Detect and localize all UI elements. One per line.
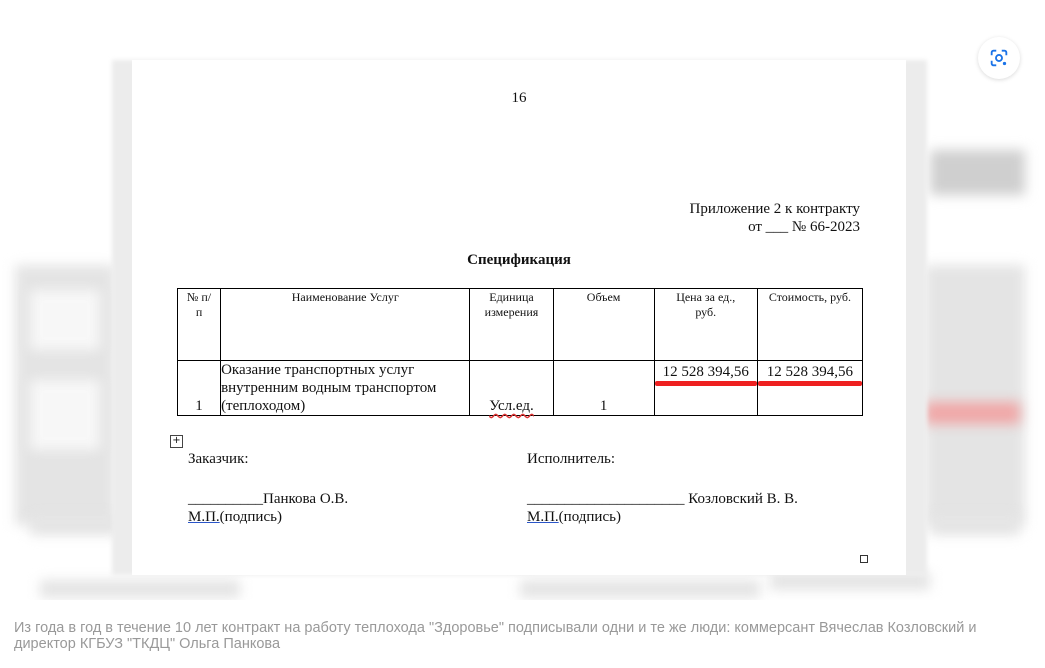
- document-page: [132, 60, 906, 575]
- contractor-signature-line: _____________________ Козловский В. В.: [527, 491, 798, 507]
- cell-number: 1: [178, 361, 221, 416]
- customer-stamp: [188, 508, 348, 526]
- contractor-stamp-sign: (подпись): [558, 509, 621, 525]
- total-cost-value: 12 528 394,56: [766, 364, 854, 380]
- header-unit-price-label: Цена за ед., руб.: [676, 290, 736, 319]
- appendix-header: [690, 200, 860, 236]
- image-caption: Из года в год в течение 10 лет контракт на работу теплохода "Здоровье" подписывали одни и те же люди: коммерсант Вячеслав Козловский и директор КГБУЗ "ТКДЦ" Ольга Панкова: [14, 620, 977, 652]
- header-service-name: Наименование Услуг: [221, 289, 470, 361]
- header-total-cost: Стоимость, руб.: [757, 289, 862, 361]
- appendix-line-1: Приложение 2 к контракту: [689, 201, 860, 217]
- google-lens-icon: [988, 47, 1010, 69]
- table-row: [178, 361, 863, 416]
- cell-volume: 1: [553, 361, 654, 416]
- cell-service-name: Оказание транспортных услуг внутренним водным транспортом (теплоходом): [221, 361, 470, 416]
- specification-table: [177, 288, 863, 416]
- customer-signature-line: __________Панкова О.В.: [188, 491, 349, 507]
- contractor-role: Исполнитель:: [527, 451, 616, 467]
- unit-price-value: 12 528 394,56: [662, 364, 749, 380]
- customer-stamp-mp: М.П.: [188, 509, 220, 525]
- header-unit-price: [654, 289, 757, 361]
- header-unit: [470, 289, 553, 361]
- document-title: Спецификация: [467, 252, 571, 268]
- contractor-signature-block: [527, 450, 798, 526]
- customer-signature-block: [188, 450, 348, 526]
- customer-role: Заказчик:: [188, 451, 249, 467]
- cell-total-cost: [757, 361, 862, 416]
- contractor-stamp-mp: М.П.: [527, 509, 559, 525]
- header-number-label: № п/п: [186, 290, 212, 319]
- page-number: 16: [511, 90, 527, 106]
- cell-unit: [470, 361, 553, 416]
- table-move-handle-icon: +: [170, 435, 183, 448]
- appendix-line-2: от ___ № 66-2023: [748, 219, 860, 235]
- red-highlight-underline: [758, 381, 862, 386]
- customer-stamp-sign: (подпись): [219, 509, 282, 525]
- header-number: [178, 289, 221, 361]
- cell-unit-text: Усл.ед.: [489, 398, 534, 414]
- header-unit-label: Единица измерения: [484, 290, 539, 319]
- page-corner-marker: [860, 555, 868, 563]
- table-header-row: [178, 289, 863, 361]
- header-volume: Объем: [553, 289, 654, 361]
- red-highlight-underline: [655, 381, 757, 386]
- contractor-stamp: [527, 508, 798, 526]
- image-search-button[interactable]: [978, 37, 1020, 79]
- cell-unit-price: [654, 361, 757, 416]
